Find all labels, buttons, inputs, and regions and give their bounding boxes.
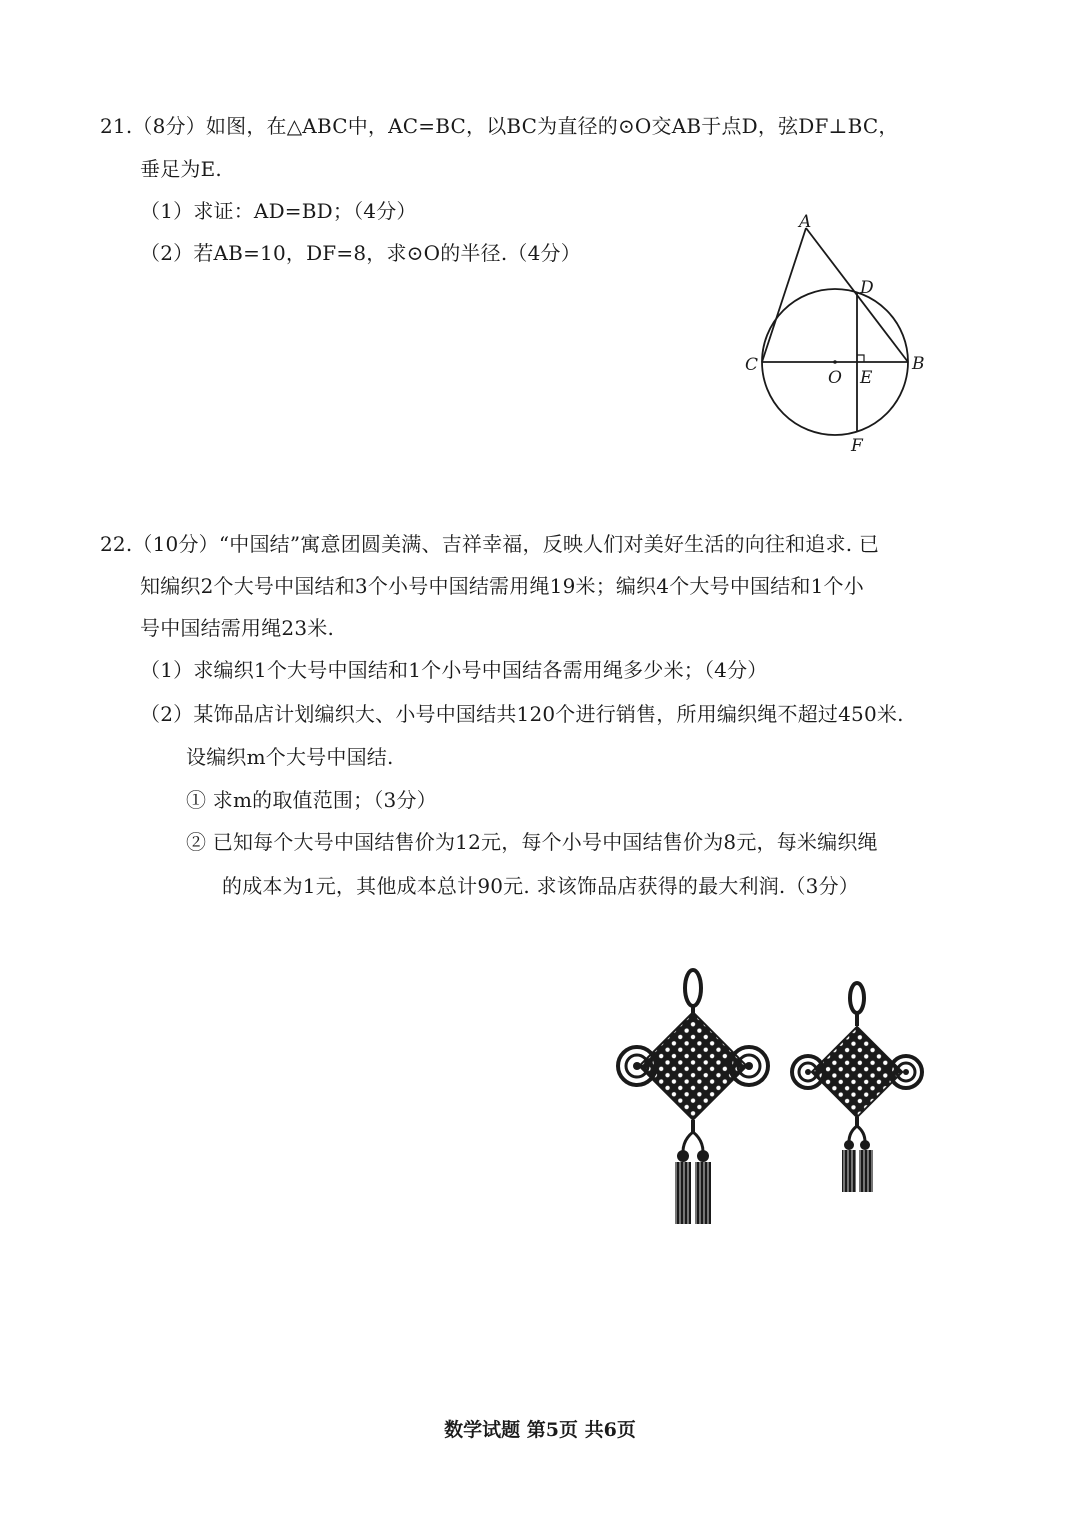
label-o: O <box>828 368 842 388</box>
small-knot-icon <box>792 983 922 1192</box>
q22-sub2-line2: 的成本为1元，其他成本总计90元. 求该饰品店获得的最大利润.（3分） <box>222 874 859 898</box>
q22-stem-line3: 号中国结需用绳23米. <box>140 616 335 640</box>
label-a: A <box>799 212 812 232</box>
q22-part1: （1）求编织1个大号中国结和1个小号中国结各需用绳多少米；（4分） <box>140 658 768 682</box>
q22-part2-line2: 设编织m个大号中国结. <box>186 745 394 769</box>
right-angle-mark <box>857 355 864 362</box>
q22-stem-line2: 知编织2个大号中国结和3个小号中国结需用绳19米；编织4个大号中国结和1个小 <box>140 574 864 598</box>
label-d: D <box>860 278 874 298</box>
q21-geometry-figure <box>735 205 995 465</box>
q21-stem-line2: 垂足为E. <box>140 157 222 181</box>
q21-part1: （1）求证：AD=BD；（4分） <box>140 199 417 223</box>
label-c: C <box>745 355 759 375</box>
q22-part2-line1: （2）某饰品店计划编织大、小号中国结共120个进行销售，所用编织绳不超过450米. <box>140 702 904 726</box>
q22-stem-line1: 22.（10分）“中国结”寓意团圆美满、吉祥幸福，反映人们对美好生活的向往和追求. 已 <box>100 532 880 556</box>
label-b: B <box>912 354 925 374</box>
chinese-knot-illustration <box>605 960 945 1230</box>
label-e: E <box>860 368 873 388</box>
q22-sub2-line1: ② 已知每个大号中国结售价为12元，每个小号中国结售价为8元，每米编织绳 <box>186 830 878 854</box>
page-footer: 数学试题 第5页 共6页 <box>444 1419 636 1441</box>
segment-ac <box>762 228 806 362</box>
label-f: F <box>851 436 863 456</box>
large-knot-icon <box>618 970 768 1224</box>
q22-sub1: ① 求m的取值范围；（3分） <box>186 788 437 812</box>
q21-part2: （2）若AB=10，DF=8，求⊙O的半径.（4分） <box>140 241 581 265</box>
center-point <box>833 360 837 364</box>
q21-stem-line1: 21.（8分）如图，在△ABC中，AC=BC，以BC为直径的⊙O交AB于点D，弦DF⊥BC， <box>100 114 899 138</box>
